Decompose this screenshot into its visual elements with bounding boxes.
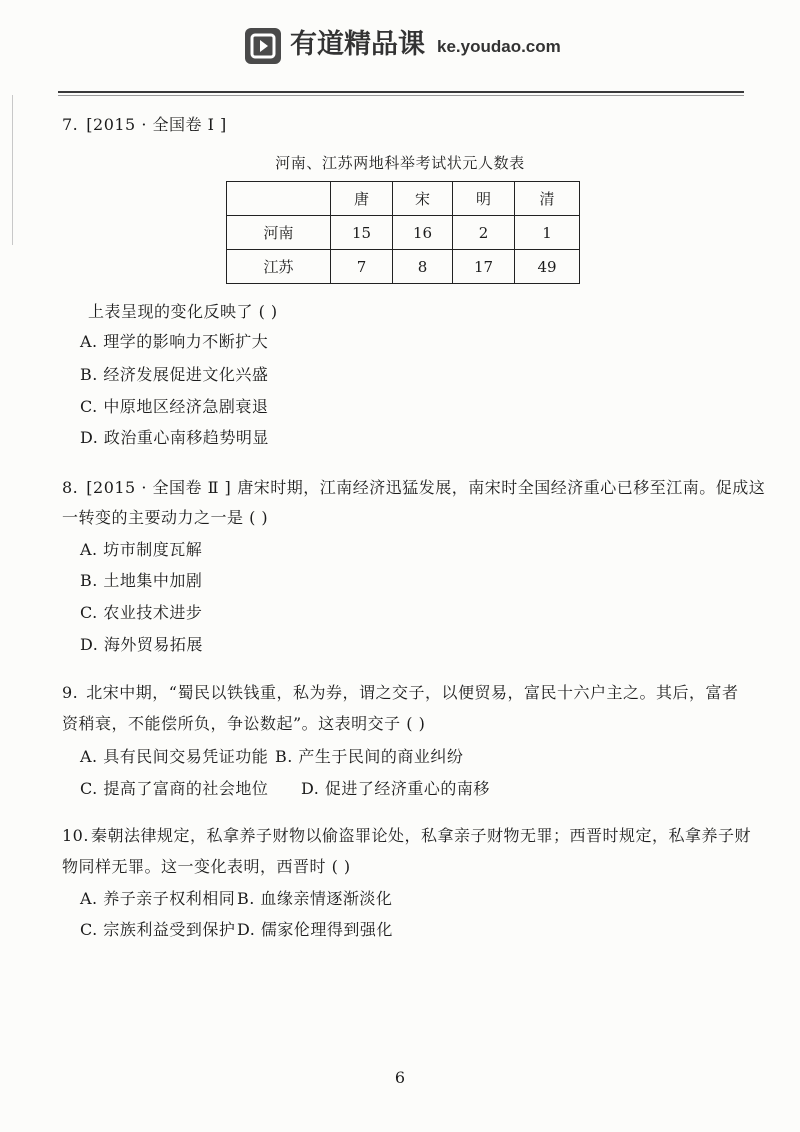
column-header: 清 (515, 182, 580, 216)
question-stem: 唐宋时期，江南经济迅猛发展，南宋时全国经济重心已移至江南。促成这 (237, 478, 766, 497)
option-c: C. 提高了富商的社会地位 (80, 779, 269, 798)
header-divider-thin (58, 95, 744, 96)
table-corner-cell (227, 182, 331, 216)
question-number: 8. (62, 478, 79, 497)
option-b: B. 经济发展促进文化兴盛 (80, 365, 269, 384)
question-9-line-1 (62, 683, 738, 703)
scan-edge-line (12, 95, 13, 245)
question-number: 7. (62, 115, 79, 134)
row-label: 江苏 (227, 250, 331, 284)
option-c: C. 宗族利益受到保护 (80, 920, 236, 939)
question-number: 9. (62, 683, 79, 702)
question-source: [2015 · 全国卷 Ⅰ ] (86, 115, 227, 134)
question-stem-continued: 物同样无罪。这一变化表明，西晋时 ( ) (62, 857, 351, 876)
table-cell: 16 (393, 216, 453, 250)
option-a: A. 养子亲子权利相同 (80, 889, 236, 908)
table-row (227, 250, 580, 284)
question-source: [2015 · 全国卷 Ⅱ ] (86, 478, 232, 497)
table-header-row (227, 182, 580, 216)
table-cell: 15 (331, 216, 393, 250)
question-stem: 北宋中期，“蜀民以铁钱重，私为券，谓之交子，以便贸易，富民十六户主之。其后，富者 (86, 683, 739, 702)
option-b: B. 土地集中加剧 (80, 571, 203, 590)
option-a: A. 具有民间交易凭证功能 (80, 747, 269, 766)
table-cell: 1 (515, 216, 580, 250)
row-label: 河南 (227, 216, 331, 250)
option-d: D. 促进了经济重心的南移 (301, 779, 490, 798)
option-a: A. 坊市制度瓦解 (80, 540, 203, 559)
table-cell: 8 (393, 250, 453, 284)
brand-url: ke.youdao.com (437, 37, 561, 56)
option-d: D. 海外贸易拓展 (80, 635, 203, 654)
question-10-line-1 (62, 826, 751, 846)
brand-name: 有道精品课 (290, 29, 425, 60)
question-stem: 秦朝法律规定，私拿养子财物以偷盗罪论处，私拿亲子财物无罪；西晋时规定，私拿养子财 (90, 826, 751, 845)
question-stem-continued: 一转变的主要动力之一是 ( ) (62, 508, 269, 527)
youdao-logo-icon (244, 27, 282, 65)
question-number: 10. (62, 826, 89, 845)
question-stem-continued: 资稍衰，不能偿所负，争讼数起”。这表明交子 ( ) (62, 714, 426, 733)
column-header: 唐 (331, 182, 393, 216)
option-c: C. 农业技术进步 (80, 603, 203, 622)
question-stem: 上表呈现的变化反映了 ( ) (88, 302, 278, 321)
header-divider (58, 91, 744, 93)
option-a: A. 理学的影响力不断扩大 (80, 332, 269, 351)
option-c: C. 中原地区经济急剧衰退 (80, 397, 269, 416)
column-header: 明 (453, 182, 515, 216)
option-b: B. 产生于民间的商业纠纷 (275, 747, 464, 766)
table-cell: 49 (515, 250, 580, 284)
question-8-line-1 (62, 478, 765, 498)
table-cell: 7 (331, 250, 393, 284)
option-d: D. 政治重心南移趋势明显 (80, 428, 269, 447)
page-number: 6 (394, 1068, 406, 1087)
score-table (226, 181, 580, 284)
table-title: 河南、江苏两地科举考试状元人数表 (275, 154, 525, 172)
option-b: B. 血缘亲情逐渐淡化 (237, 889, 393, 908)
table-row (227, 216, 580, 250)
table-cell: 17 (453, 250, 515, 284)
question-7-header (62, 115, 233, 135)
table-cell: 2 (453, 216, 515, 250)
column-header: 宋 (393, 182, 453, 216)
option-d: D. 儒家伦理得到强化 (237, 920, 393, 939)
